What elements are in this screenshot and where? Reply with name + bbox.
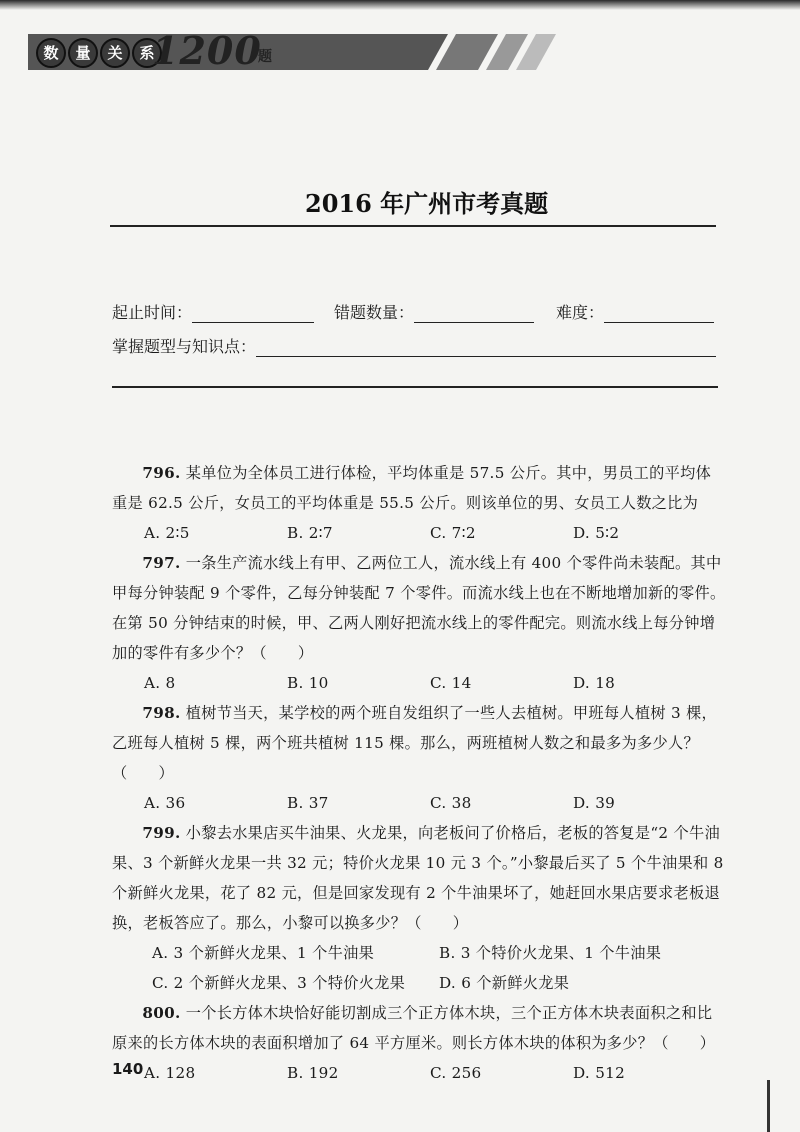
title-underline: [110, 225, 716, 227]
question-number: 796.: [142, 464, 181, 482]
question-798: [112, 698, 726, 788]
difficulty-blank[interactable]: [604, 304, 714, 323]
page-title: 2016 年广州市考真题: [305, 189, 549, 218]
question-796: [112, 458, 726, 518]
option-d[interactable]: D. 39: [573, 794, 616, 812]
header-suffix: 题: [258, 49, 272, 65]
option-b[interactable]: B. 192: [287, 1064, 339, 1082]
options-800: [112, 1058, 726, 1088]
question-text: 一条生产流水线上有甲、乙两位工人，流水线上有 400 个零件尚未装配。其中甲每分钟装配 9 个零件，乙每分钟装配 7 个零件。而流水线上也在不断地增加新的零件。在第 50 分钟结束的时候，甲、乙两人刚好把流水线上的零件配完。则流水线上每分钟增加的零件有多少个？（ ）: [112, 554, 726, 662]
question-text: 一个长方体木块恰好能切割成三个正方体木块，三个正方体木块表面积之和比原来的长方体木块的表面积增加了 64 平方厘米。则长方体木块的体积为多少？（ ）: [112, 1004, 716, 1052]
option-a[interactable]: A. 2∶5: [144, 524, 190, 542]
option-c[interactable]: C. 7∶2: [430, 524, 476, 542]
question-797: [112, 548, 726, 668]
option-b[interactable]: B. 37: [287, 794, 329, 812]
errors-blank[interactable]: [414, 304, 534, 323]
header-char: 量: [68, 38, 98, 68]
question-text: 植树节当天，某学校的两个班自发组织了一些人去植树。甲班每人植树 3 棵，乙班每人植树 5 棵，两个班共植树 115 棵。那么，两班植树人数之和最多为多少人？（ ）: [112, 704, 718, 782]
options-797: [112, 668, 726, 698]
question-number: 797.: [142, 554, 181, 572]
option-a[interactable]: A. 128: [144, 1064, 196, 1082]
difficulty-label: 难度：: [556, 303, 605, 322]
field-row-2: [112, 334, 716, 357]
header-char: 系: [132, 38, 162, 68]
option-b[interactable]: B. 2∶7: [287, 524, 333, 542]
options-799-row2: [112, 968, 726, 998]
option-d[interactable]: D. 6 个新鲜火龙果: [439, 974, 570, 992]
option-d[interactable]: D. 18: [573, 674, 616, 692]
header-char: 关: [100, 38, 130, 68]
page-number: 140: [112, 1060, 144, 1078]
option-b[interactable]: B. 10: [287, 674, 329, 692]
time-blank[interactable]: [192, 304, 314, 323]
scan-edge-shadow: [767, 1080, 770, 1132]
option-d[interactable]: D. 512: [573, 1064, 626, 1082]
question-number: 800.: [142, 1004, 181, 1022]
question-number: 799.: [142, 824, 181, 842]
options-796: [112, 518, 726, 548]
option-a[interactable]: A. 8: [144, 674, 176, 692]
header-number: 1200: [152, 28, 262, 73]
scan-top-shadow: [0, 0, 800, 10]
option-c[interactable]: C. 38: [430, 794, 472, 812]
question-800: [112, 998, 726, 1058]
option-a[interactable]: A. 3 个新鲜火龙果、1 个牛油果: [152, 944, 375, 962]
question-text: 小黎去水果店买牛油果、火龙果，向老板问了价格后，老板的答复是“2 个牛油果、3 个新鲜火龙果一共 32 元；特价火龙果 10 元 3 个。”小黎最后买了 5 个牛油果和 8 个新鲜火龙果，花了 82 元，但是回家发现有 2 个牛油果坏了，她赶回水果店要求老板退换，老板答应了。那么，小黎可以换多少？（ ）: [112, 824, 724, 932]
field-row-1: [112, 300, 714, 323]
errors-label: 错题数量：: [334, 303, 415, 322]
option-c[interactable]: C. 256: [430, 1064, 482, 1082]
question-799: [112, 818, 726, 938]
header-char: 数: [36, 38, 66, 68]
option-d[interactable]: D. 5∶2: [573, 524, 620, 542]
time-label: 起止时间：: [112, 303, 193, 322]
knowledge-extra-line[interactable]: [112, 386, 718, 388]
option-c[interactable]: C. 2 个新鲜火龙果、3 个特价火龙果: [152, 974, 406, 992]
question-list: [112, 458, 726, 1088]
knowledge-blank[interactable]: [256, 338, 716, 357]
option-a[interactable]: A. 36: [144, 794, 186, 812]
options-799-row1: [112, 938, 726, 968]
question-text: 某单位为全体员工进行体检，平均体重是 57.5 公斤。其中，男员工的平均体重是 62.5 公斤，女员工的平均体重是 55.5 公斤。则该单位的男、女员工人数之比为: [112, 464, 712, 512]
header-logo-chars: [36, 38, 162, 68]
options-798: [112, 788, 726, 818]
option-c[interactable]: C. 14: [430, 674, 472, 692]
knowledge-label: 掌握题型与知识点：: [112, 337, 257, 356]
question-number: 798.: [142, 704, 181, 722]
option-b[interactable]: B. 3 个特价火龙果、1 个牛油果: [439, 944, 662, 962]
